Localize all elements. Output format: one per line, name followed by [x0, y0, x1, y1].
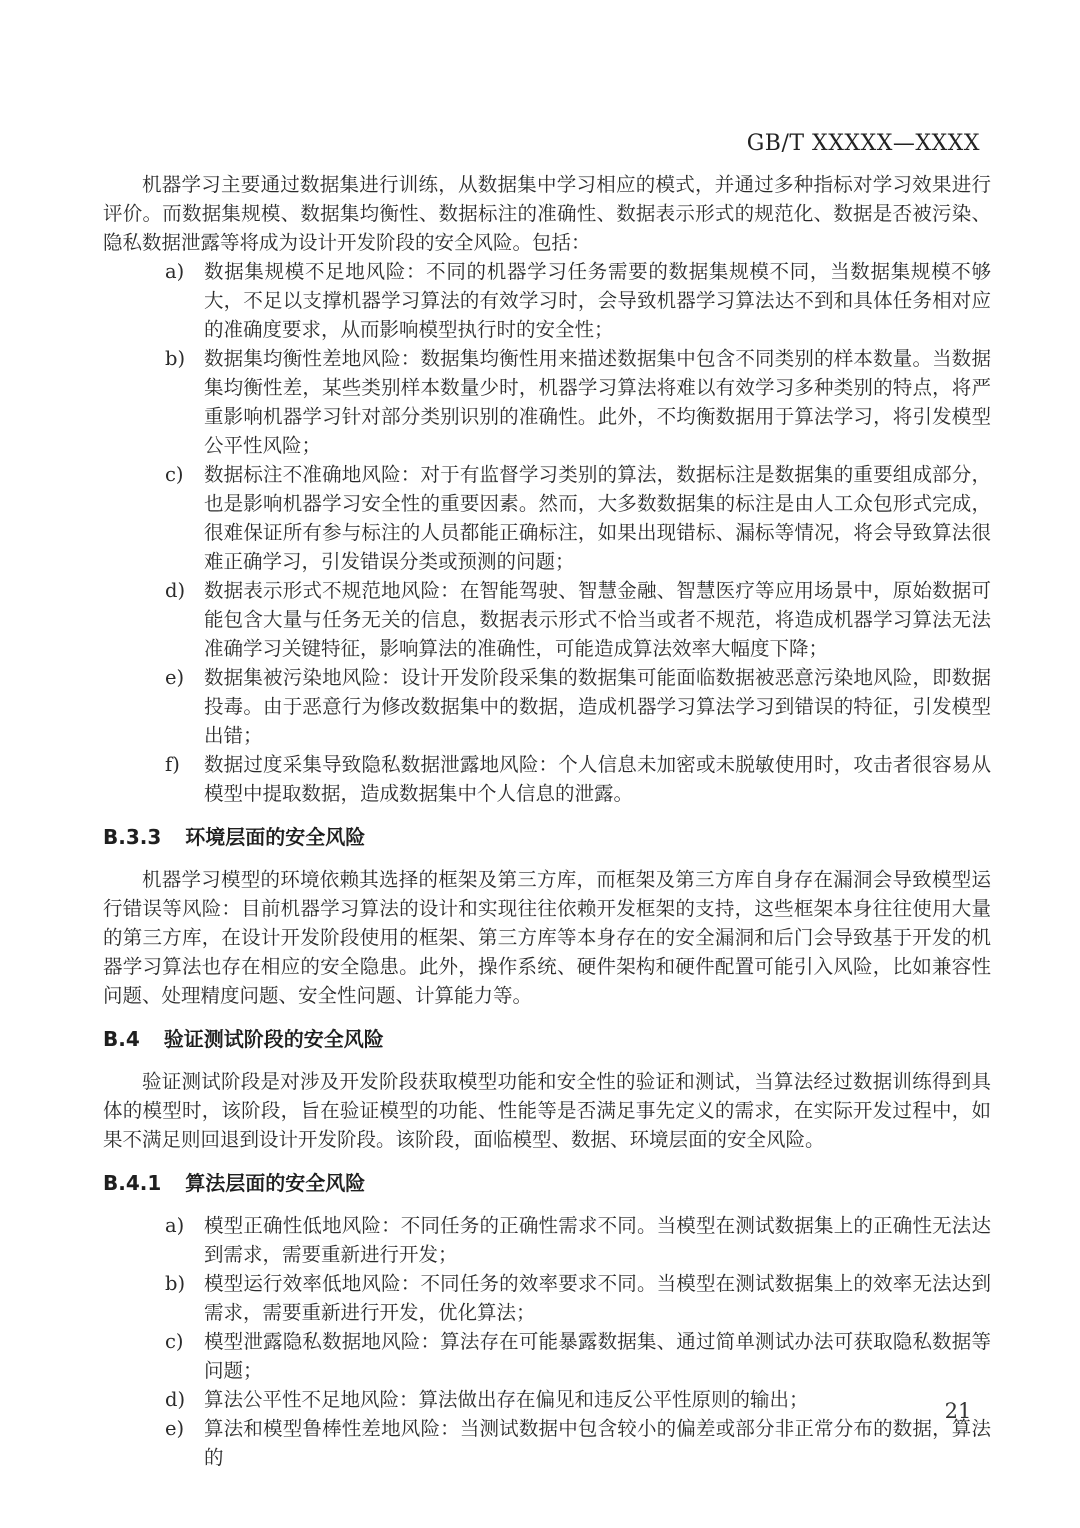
section-number: B.4.1 [103, 1171, 162, 1195]
list-item-text: 数据过度采集导致隐私数据泄露地风险：个人信息未加密或未脱敏使用时，攻击者很容易从模型中提取数据，造成数据集中个人信息的泄露。 [204, 753, 991, 805]
page-number: 21 [944, 1399, 972, 1423]
list-item-label: e) [165, 1417, 185, 1440]
list-item-text: 模型运行效率低地风险：不同任务的效率要求不同。当模型在测试数据集上的效率无法达到需求，需要重新进行开发，优化算法； [204, 1272, 991, 1324]
list-item-b [103, 344, 991, 460]
list-item-text: 数据标注不准确地风险：对于有监督学习类别的算法，数据标注是数据集的重要组成部分，也是影响机器学习安全性的重要因素。然而，大多数数据集的标注是由人工众包形式完成，很难保证所有参与标注的人员都能正确标注，如果出现错标、漏标等情况，将会导致算法很难正确学习，引发错误分类或预测的问题； [204, 463, 991, 573]
list-item-text: 数据集被污染地风险：设计开发阶段采集的数据集可能面临数据被恶意污染地风险，即数据投毒。由于恶意行为修改数据集中的数据，造成机器学习算法学习到错误的特征，引发模型出错； [204, 666, 991, 747]
list-item-label: a) [165, 260, 185, 283]
verify-risk-list [103, 1211, 991, 1472]
list-item-label: e) [165, 666, 185, 689]
section-number: B.4 [103, 1027, 140, 1051]
list-item-text: 算法公平性不足地风险：算法做出存在偏见和违反公平性原则的输出； [204, 1388, 809, 1411]
section-title: 环境层面的安全风险 [185, 825, 366, 849]
list-item-d [103, 1385, 991, 1414]
list-item-label: d) [165, 579, 186, 602]
list-item-label: c) [165, 1330, 184, 1353]
section-b4-paragraph: 验证测试阶段是对涉及开发阶段获取模型功能和安全性的验证和测试，当算法经过数据训练得到具体的模型时，该阶段，旨在验证模型的功能、性能等是否满足事先定义的需求，在实际开发过程中，如果不满足则回退到设计开发阶段。该阶段，面临模型、数据、环境层面的安全风险。 [103, 1070, 991, 1151]
list-item-text: 算法和模型鲁棒性差地风险：当测试数据中包含较小的偏差或部分非正常分布的数据，算法的 [204, 1417, 991, 1469]
list-item-label: d) [165, 1388, 186, 1411]
list-item-a [103, 1211, 991, 1269]
list-item-label: f) [165, 753, 180, 776]
section-heading-b4 [103, 1024, 991, 1054]
list-item-label: b) [165, 347, 186, 370]
document-content [103, 170, 991, 1472]
list-item-text: 数据集规模不足地风险：不同的机器学习任务需要的数据集规模不同，当数据集规模不够大，不足以支撑机器学习算法的有效学习时，会导致机器学习算法达不到和具体任务相对应的准确度要求，从而影响模型执行时的安全性； [204, 260, 991, 341]
list-item-a [103, 257, 991, 344]
list-item-f [103, 750, 991, 808]
list-item-d [103, 576, 991, 663]
list-item-e [103, 663, 991, 750]
section-heading-b41 [103, 1168, 991, 1198]
list-item-text: 模型泄露隐私数据地风险：算法存在可能暴露数据集、通过简单测试办法可获取隐私数据等问题； [204, 1330, 991, 1382]
intro-paragraph: 机器学习主要通过数据集进行训练，从数据集中学习相应的模式，并通过多种指标对学习效果进行评价。而数据集规模、数据集均衡性、数据标注的准确性、数据表示形式的规范化、数据是否被污染、隐私数据泄露等将成为设计开发阶段的安全风险。包括： [103, 173, 991, 254]
list-item-c [103, 460, 991, 576]
section-heading-b33 [103, 822, 991, 852]
standard-code-header: GB/T XXXXX—XXXX [746, 131, 980, 156]
section-b33-paragraph: 机器学习模型的环境依赖其选择的框架及第三方库，而框架及第三方库自身存在漏洞会导致模型运行错误等风险：目前机器学习算法的设计和实现往往依赖开发框架的支持，这些框架本身往往使用大量的第三方库，在设计开发阶段使用的框架、第三方库等本身存在的安全漏洞和后门会导致基于开发的机器学习算法也存在相应的安全隐患。此外，操作系统、硬件架构和硬件配置可能引入风险，比如兼容性问题、处理精度问题、安全性问题、计算能力等。 [103, 868, 991, 1007]
section-title: 验证测试阶段的安全风险 [163, 1027, 384, 1051]
list-item-b [103, 1269, 991, 1327]
list-item-text: 数据表示形式不规范地风险：在智能驾驶、智慧金融、智慧医疗等应用场景中，原始数据可能包含大量与任务无关的信息，数据表示形式不恰当或者不规范，将造成机器学习算法无法准确学习关键特征，影响算法的准确性，可能造成算法效率大幅度下降； [204, 579, 991, 660]
list-item-label: a) [165, 1214, 185, 1237]
list-item-text: 数据集均衡性差地风险：数据集均衡性用来描述数据集中包含不同类别的样本数量。当数据集均衡性差，某些类别样本数量少时，机器学习算法将难以有效学习多种类别的特点，将严重影响机器学习针对部分类别识别的准确性。此外，不均衡数据用于算法学习，将引发模型公平性风险； [204, 347, 991, 457]
list-item-text: 模型正确性低地风险：不同任务的正确性需求不同。当模型在测试数据集上的正确性无法达到需求，需要重新进行开发； [204, 1214, 991, 1266]
design-risk-list [103, 257, 991, 808]
list-item-c [103, 1327, 991, 1385]
list-item-label: b) [165, 1272, 186, 1295]
list-item-label: c) [165, 463, 184, 486]
section-title: 算法层面的安全风险 [185, 1171, 366, 1195]
list-item-e [103, 1414, 991, 1472]
section-number: B.3.3 [103, 825, 162, 849]
